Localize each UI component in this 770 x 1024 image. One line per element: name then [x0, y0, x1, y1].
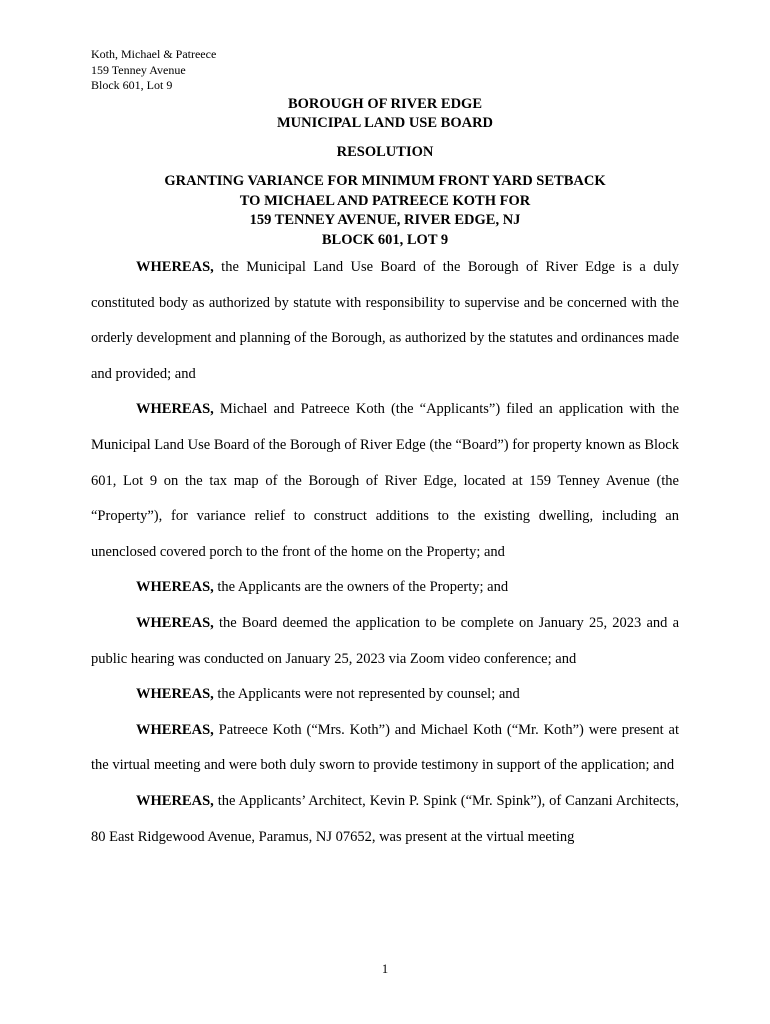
- whereas-lead: WHEREAS,: [136, 686, 214, 703]
- paragraph-text: the Municipal Land Use Board of the Borough of River Edge is a duly constituted body as authorized by statute with responsibility to supervise and be concerned with the orderly development and planning of the Borough, as authorized by the statutes and ordinances made and provided; and: [91, 259, 680, 382]
- case-header-line: Block 601, Lot 9: [91, 78, 173, 92]
- board-title: MUNICIPAL LAND USE BOARD: [276, 115, 494, 131]
- subject-line: BLOCK 601, LOT 9: [321, 231, 449, 248]
- paragraph-text: Patreece Koth (“Mrs. Koth”) and Michael Koth (“Mr. Koth”) were present at the virtual meeting and were both duly sworn to provide testimony in support of the application; and: [91, 721, 679, 774]
- whereas-lead: WHEREAS,: [136, 614, 214, 631]
- subject-line: GRANTING VARIANCE FOR MINIMUM FRONT YARD SETBACK: [164, 173, 606, 189]
- whereas-paragraph: [91, 250, 679, 392]
- resolution-heading-block: [0, 143, 770, 162]
- whereas-lead: WHEREAS,: [136, 792, 214, 809]
- case-header: [91, 47, 216, 94]
- subject-line: TO MICHAEL AND PATREECE KOTH FOR: [239, 192, 531, 209]
- page-number: 1: [381, 962, 389, 976]
- paragraph-text: the Applicants are the owners of the Property; and: [217, 579, 509, 596]
- whereas-lead: WHEREAS,: [136, 259, 214, 275]
- whereas-paragraph: [91, 606, 679, 677]
- whereas-paragraph: [91, 392, 679, 570]
- whereas-lead: WHEREAS,: [136, 401, 214, 418]
- title-block: [0, 95, 770, 133]
- case-header-line: 159 Tenney Avenue: [91, 62, 186, 77]
- whereas-paragraph: [91, 570, 679, 606]
- resolution-heading: RESOLUTION: [336, 144, 434, 160]
- subject-line: 159 TENNEY AVENUE, RIVER EDGE, NJ: [249, 212, 521, 228]
- paragraph-text: the Applicants were not represented by counsel; and: [217, 686, 520, 703]
- whereas-paragraph: [91, 713, 679, 784]
- whereas-lead: WHEREAS,: [136, 721, 214, 738]
- subject-heading: [0, 172, 770, 250]
- paragraph-text: the Board deemed the application to be complete on January 25, 2023 and a public hearing was conducted on January 25, 2023 via Zoom video conference; and: [91, 614, 680, 667]
- paragraph-text: Michael and Patreece Koth (the “Applicants”) filed an application with the Municipal Land Use Board of the Borough of River Edge (the “Board”) for property known as Block 601, Lot 9 on the tax map of the Borough of River Edge, located at 159 Tenney Avenue (the “Property”), for variance relief to construct additions to the existing dwelling, including an unenclosed covered porch to the front of the home on the Property; and: [91, 401, 680, 560]
- whereas-paragraph: [91, 784, 679, 855]
- whereas-lead: WHEREAS,: [136, 579, 214, 596]
- resolution-body: [91, 250, 679, 855]
- paragraph-text: the Applicants’ Architect, Kevin P. Spink (“Mr. Spink”), of Canzani Architects, 80 East Ridgewood Avenue, Paramus, NJ 07652, was present at the virtual meeting: [91, 792, 679, 845]
- borough-title: BOROUGH OF RIVER EDGE: [287, 96, 483, 112]
- whereas-paragraph: [91, 677, 679, 713]
- case-header-line: Koth, Michael & Patreece: [91, 47, 217, 61]
